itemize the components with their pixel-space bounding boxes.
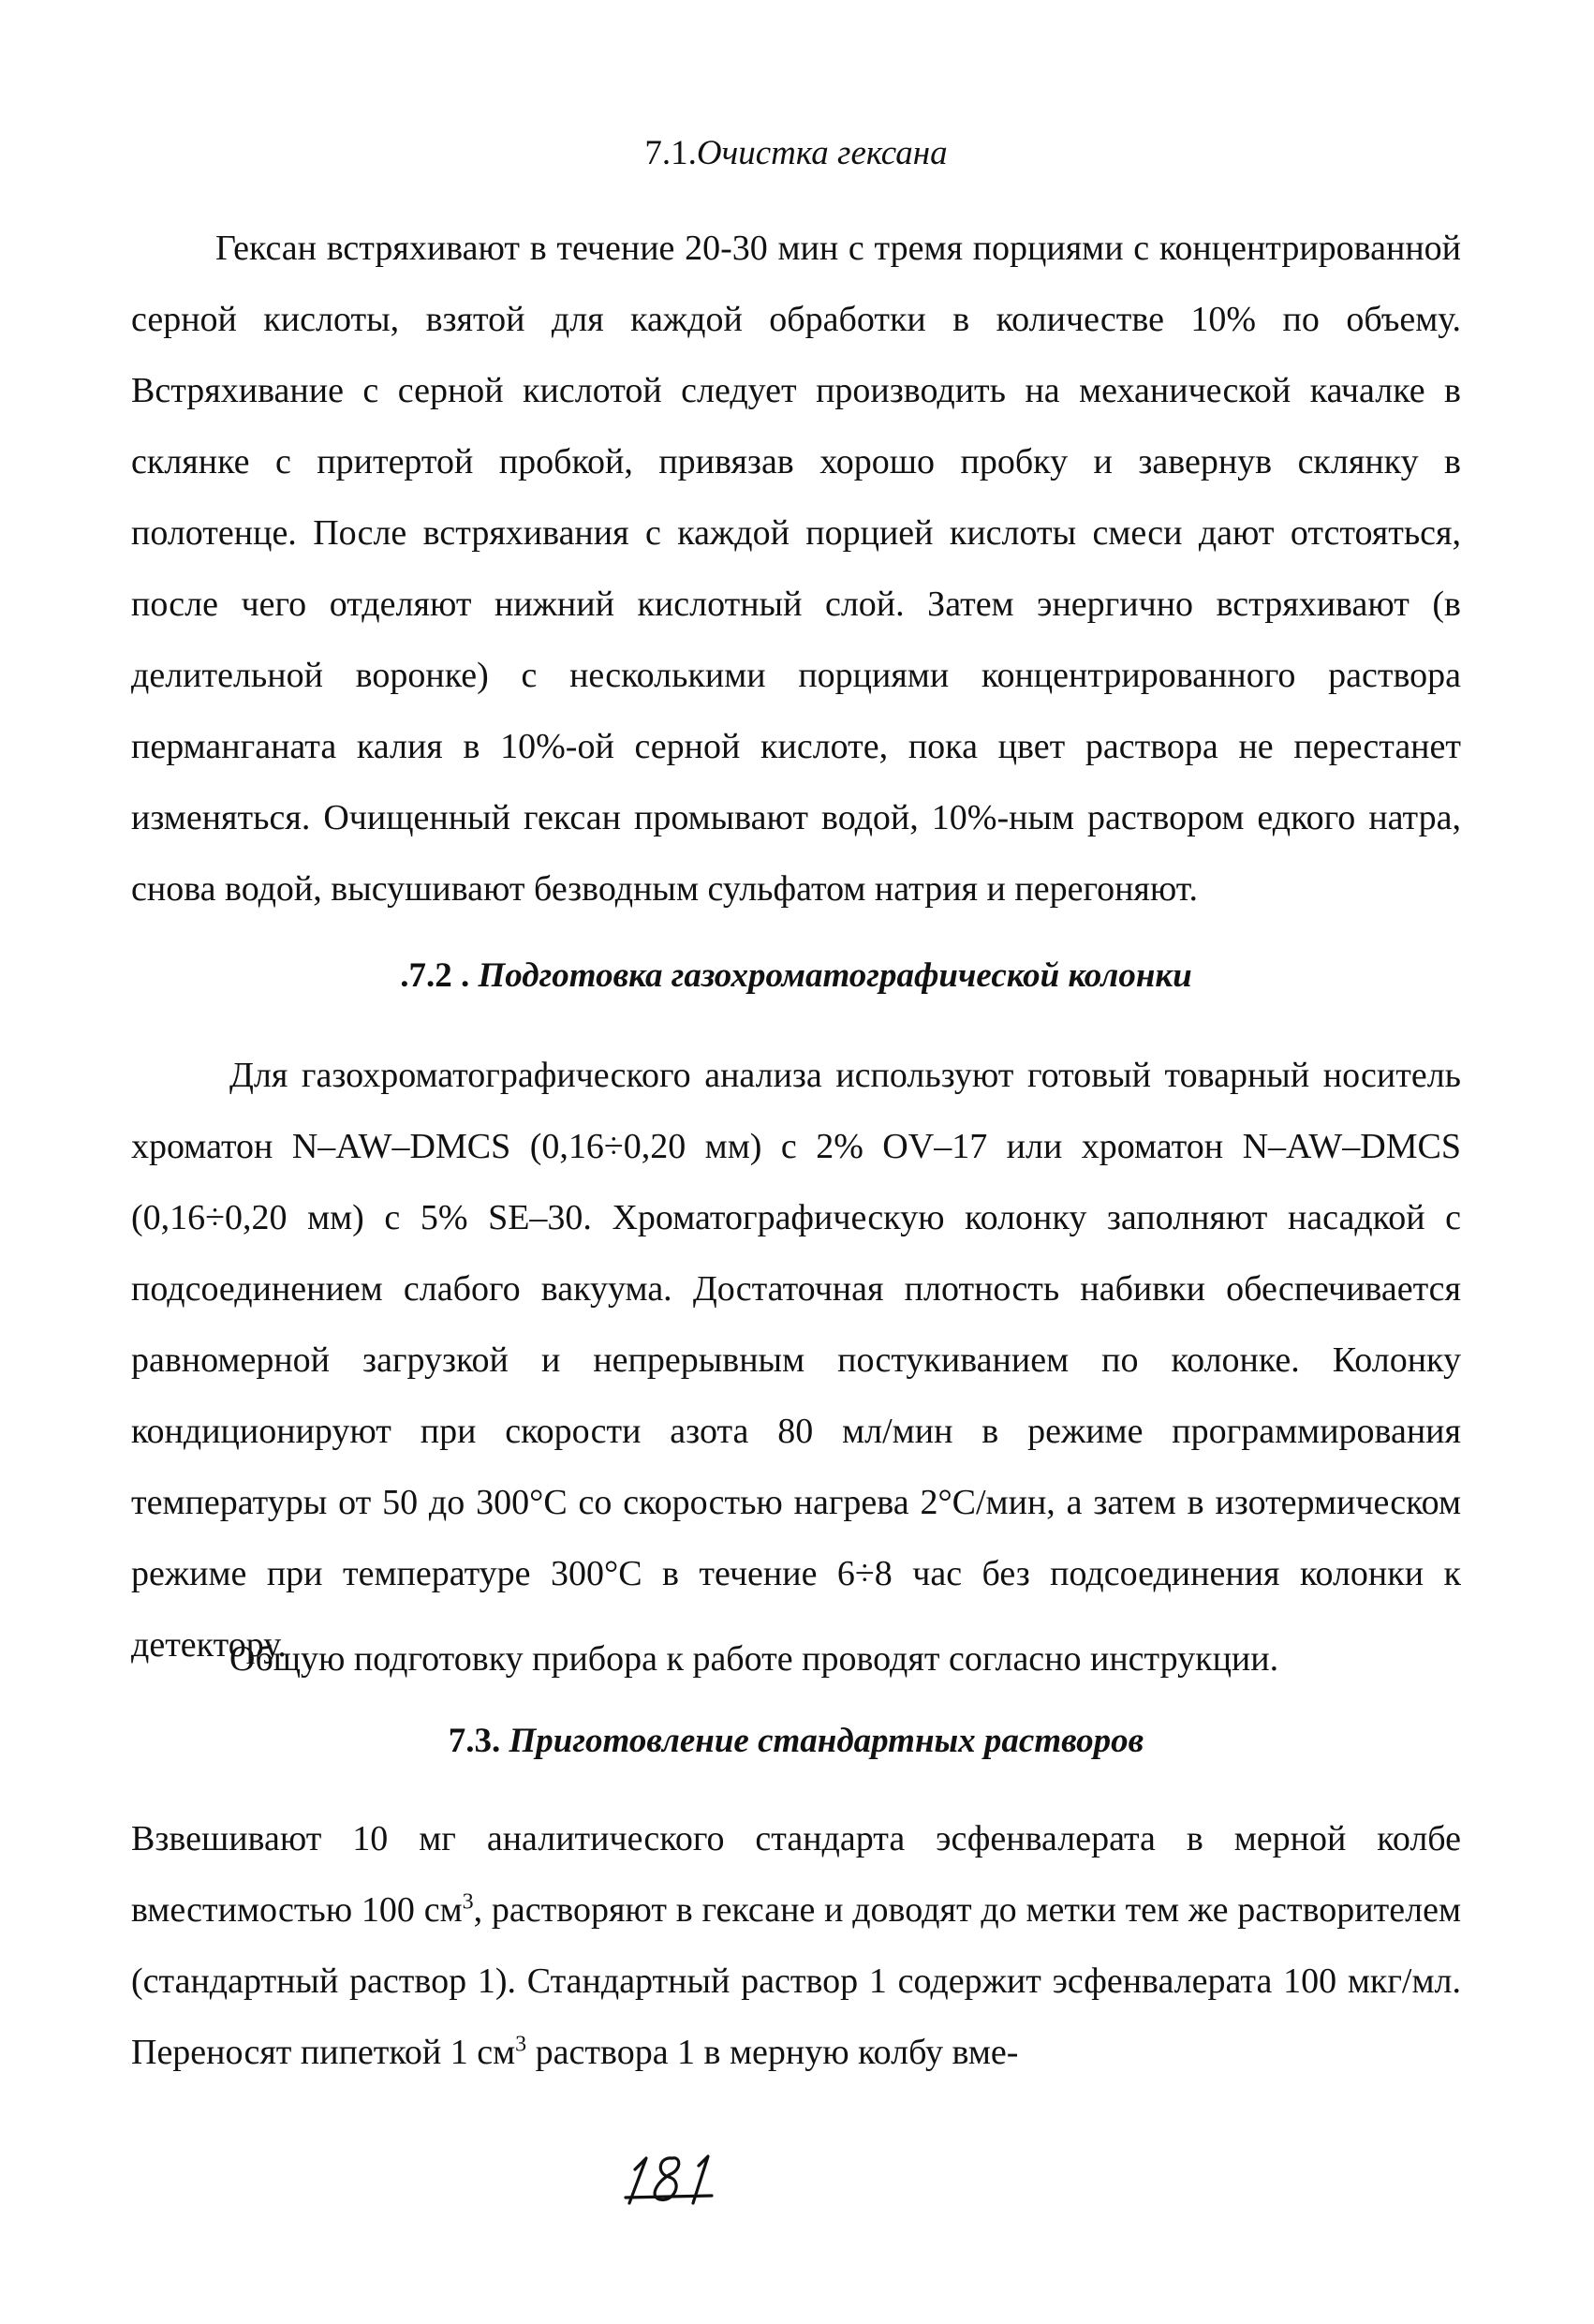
section-number: 7.1. [644,134,697,172]
superscript: 3 [515,2032,527,2057]
text-run: Взвешивают 10 мг аналитического стандарта эсфенвалерата в мерной колбе вместимостью 100 см [131,1819,1461,1930]
section-heading-7-2 [131,955,1461,997]
underline-stroke [626,2196,712,2198]
superscript: 3 [462,1889,474,1915]
section-heading-7-3 [131,1721,1461,1762]
section-heading-7-1 [131,133,1461,174]
text-run: раствора 1 в мерную колбу вме- [526,2033,1019,2072]
section-title: Приготовление стандартных растворов [509,1722,1144,1760]
text-run: , растворяют в гексане и доводят до метки тем же растворителем (стандартный раствор 1). Стандартный раствор 1 содержит эсфенвалерата 100 мкг/мл. Переносят пипеткой 1 см [131,1890,1461,2072]
section-number: .7.2 . [400,956,470,995]
paragraph-instrument-preparation: Общую подготовку прибора к работе проводят согласно инструкции. [229,1639,1279,1679]
section-number: 7.3. [448,1722,501,1760]
paragraph-standard-solutions [131,1803,1461,2088]
digit-stroke [655,2158,679,2200]
section-title: Подготовка газохроматографической колонки [478,956,1192,995]
paragraph-column-preparation: Для газохроматографического анализа используют готовый товарный носитель хроматон N–AW–DMCS (0,16÷0,20 мм) с 2% OV–17 или хроматон N–AW–DMCS (0,16÷0,20 мм) с 5% SE–30. Хроматографическую колонку заполняют насадкой с подсоединением слабого вакуума. Достаточная плотность набивки обеспечивается равномерной загрузкой и непрерывным постукиванием по колонке. Колонку кондиционируют при скорости азота 80 мл/мин в режиме программирования температуры от 50 до 300°С со скоростью нагрева 2°С/мин, а затем в изотермическом режиме при температуре 300°С в течение 6÷8 час без подсоединения колонки к детектору. [131,1056,1461,1665]
handwritten-page-number [618,2145,740,2211]
paragraph-hexane-purification: Гексан встряхивают в течение 20-30 мин с тремя порциями с концентрированной серной кислоты, взятой для каждой обработки в количестве 10% по объему. Встряхивание с серной кислотой следует производить на механической качалке в склянке с притертой пробкой, привязав хорошо пробку и завернув склянку в полотенце. После встряхивания с каждой порцией кислоты смеси дают отстояться, после чего отделяют нижний кислотный слой. Затем энергично встряхивают (в делительной воронке) с несколькими порциями концентрированного раствора перманганата калия в 10%-ой серной кислоте, пока цвет раствора не перестанет изменяться. Очищенный гексан промывают водой, 10%-ным раствором едкого натра, снова водой, высушивают безводным сульфатом натрия и перегоняют. [131,229,1461,909]
section-title: Очистка гексана [696,134,948,172]
